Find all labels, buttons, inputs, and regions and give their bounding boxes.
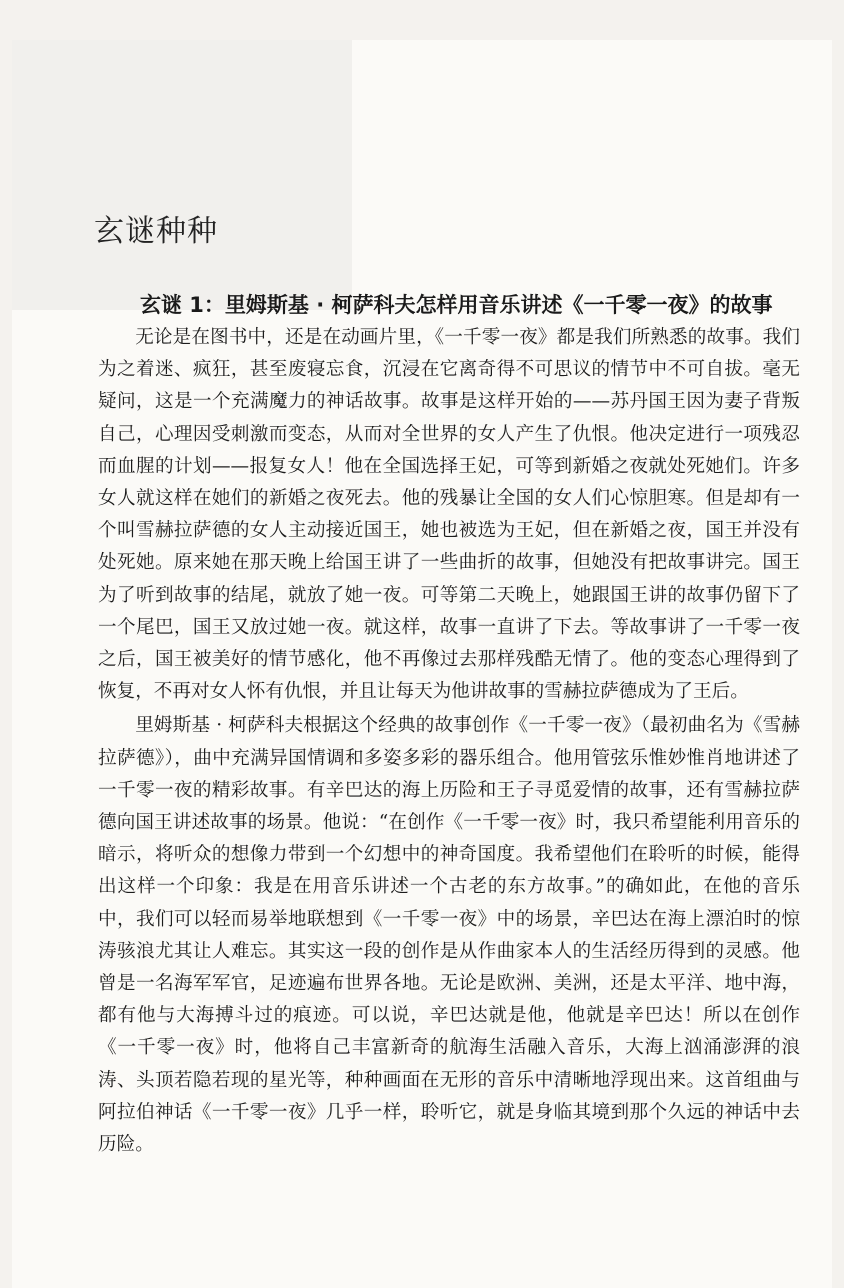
page-shading: [12, 40, 352, 310]
subtitle: 玄谜 1：里姆斯基 · 柯萨科夫怎样用音乐讲述《一千零一夜》的故事: [140, 293, 773, 317]
paragraph-2: 里姆斯基 · 柯萨科夫根据这个经典的故事创作《一千零一夜》（最初曲名为《雪赫拉萨德》），曲中充满异国情调和多姿多彩的器乐组合。他用管弦乐惟妙惟肖地讲述了一千零一夜的精彩故事。有辛巴达的海上历险和王子寻觅爱情的故事，还有雪赫拉萨德向国王讲述故事的场景。他说：“在创作《一千零一夜》时，我只希望能利用音乐的暗示，将听众的想像力带到一个幻想中的神奇国度。我希望他们在聆听的时候，能得出这样一个印象：我是在用音乐讲述一个古老的东方故事。”的确如此，在他的音乐中，我们可以轻而易举地联想到《一千零一夜》中的场景，辛巴达在海上漂泊时的惊涛骇浪尤其让人难忘。其实这一段的创作是从作曲家本人的生活经历得到的灵感。他曾是一名海军军官，足迹遍布世界各地。无论是欧洲、美洲，还是太平洋、地中海，都有他与大海搏斗过的痕迹。可以说，辛巴达就是他，他就是辛巴达！所以在创作《一千零一夜》时，他将自己丰富新奇的航海生活融入音乐，大海上汹涌澎湃的浪涛、头顶若隐若现的星光等，种种画面在无形的音乐中清晰地浮现出来。这首组曲与阿拉伯神话《一千零一夜》几乎一样，聆听它，就是身临其境到那个久远的神话中去历险。: [98, 715, 800, 1156]
section-title: 玄谜种种: [94, 214, 218, 249]
page-content: [98, 288, 800, 1161]
paragraph-1: 无论是在图书中，还是在动画片里，《一千零一夜》都是我们所熟悉的故事。我们为之着迷、疯狂，甚至废寝忘食，沉浸在它离奇得不可思议的情节中不可自拔。毫无疑问，这是一个充满魔力的神话故事。故事是这样开始的——苏丹国王因为妻子背叛自己，心理因受刺激而变态，从而对全世界的女人产生了仇恨。他决定进行一项残忍而血腥的计划——报复女人！他在全国选择王妃，可等到新婚之夜就处死她们。许多女人就这样在她们的新婚之夜死去。他的残暴让全国的女人们心惊胆寒。但是却有一个叫雪赫拉萨德的女人主动接近国王，她也被选为王妃，但在新婚之夜，国王并没有处死她。原来她在那天晚上给国王讲了一些曲折的故事，但她没有把故事讲完。国王为了听到故事的结尾，就放了她一夜。可等第二天晚上，她跟国王讲的故事仍留下了一个尾巴，国王又放过她一夜。就这样，故事一直讲了下去。等故事讲了一千零一夜之后，国王被美好的情节感化，他不再像过去那样残酷无情了。他的变态心理得到了恢复，不再对女人怀有仇恨，并且让每天为他讲故事的雪赫拉萨德成为了王后。: [98, 327, 800, 703]
